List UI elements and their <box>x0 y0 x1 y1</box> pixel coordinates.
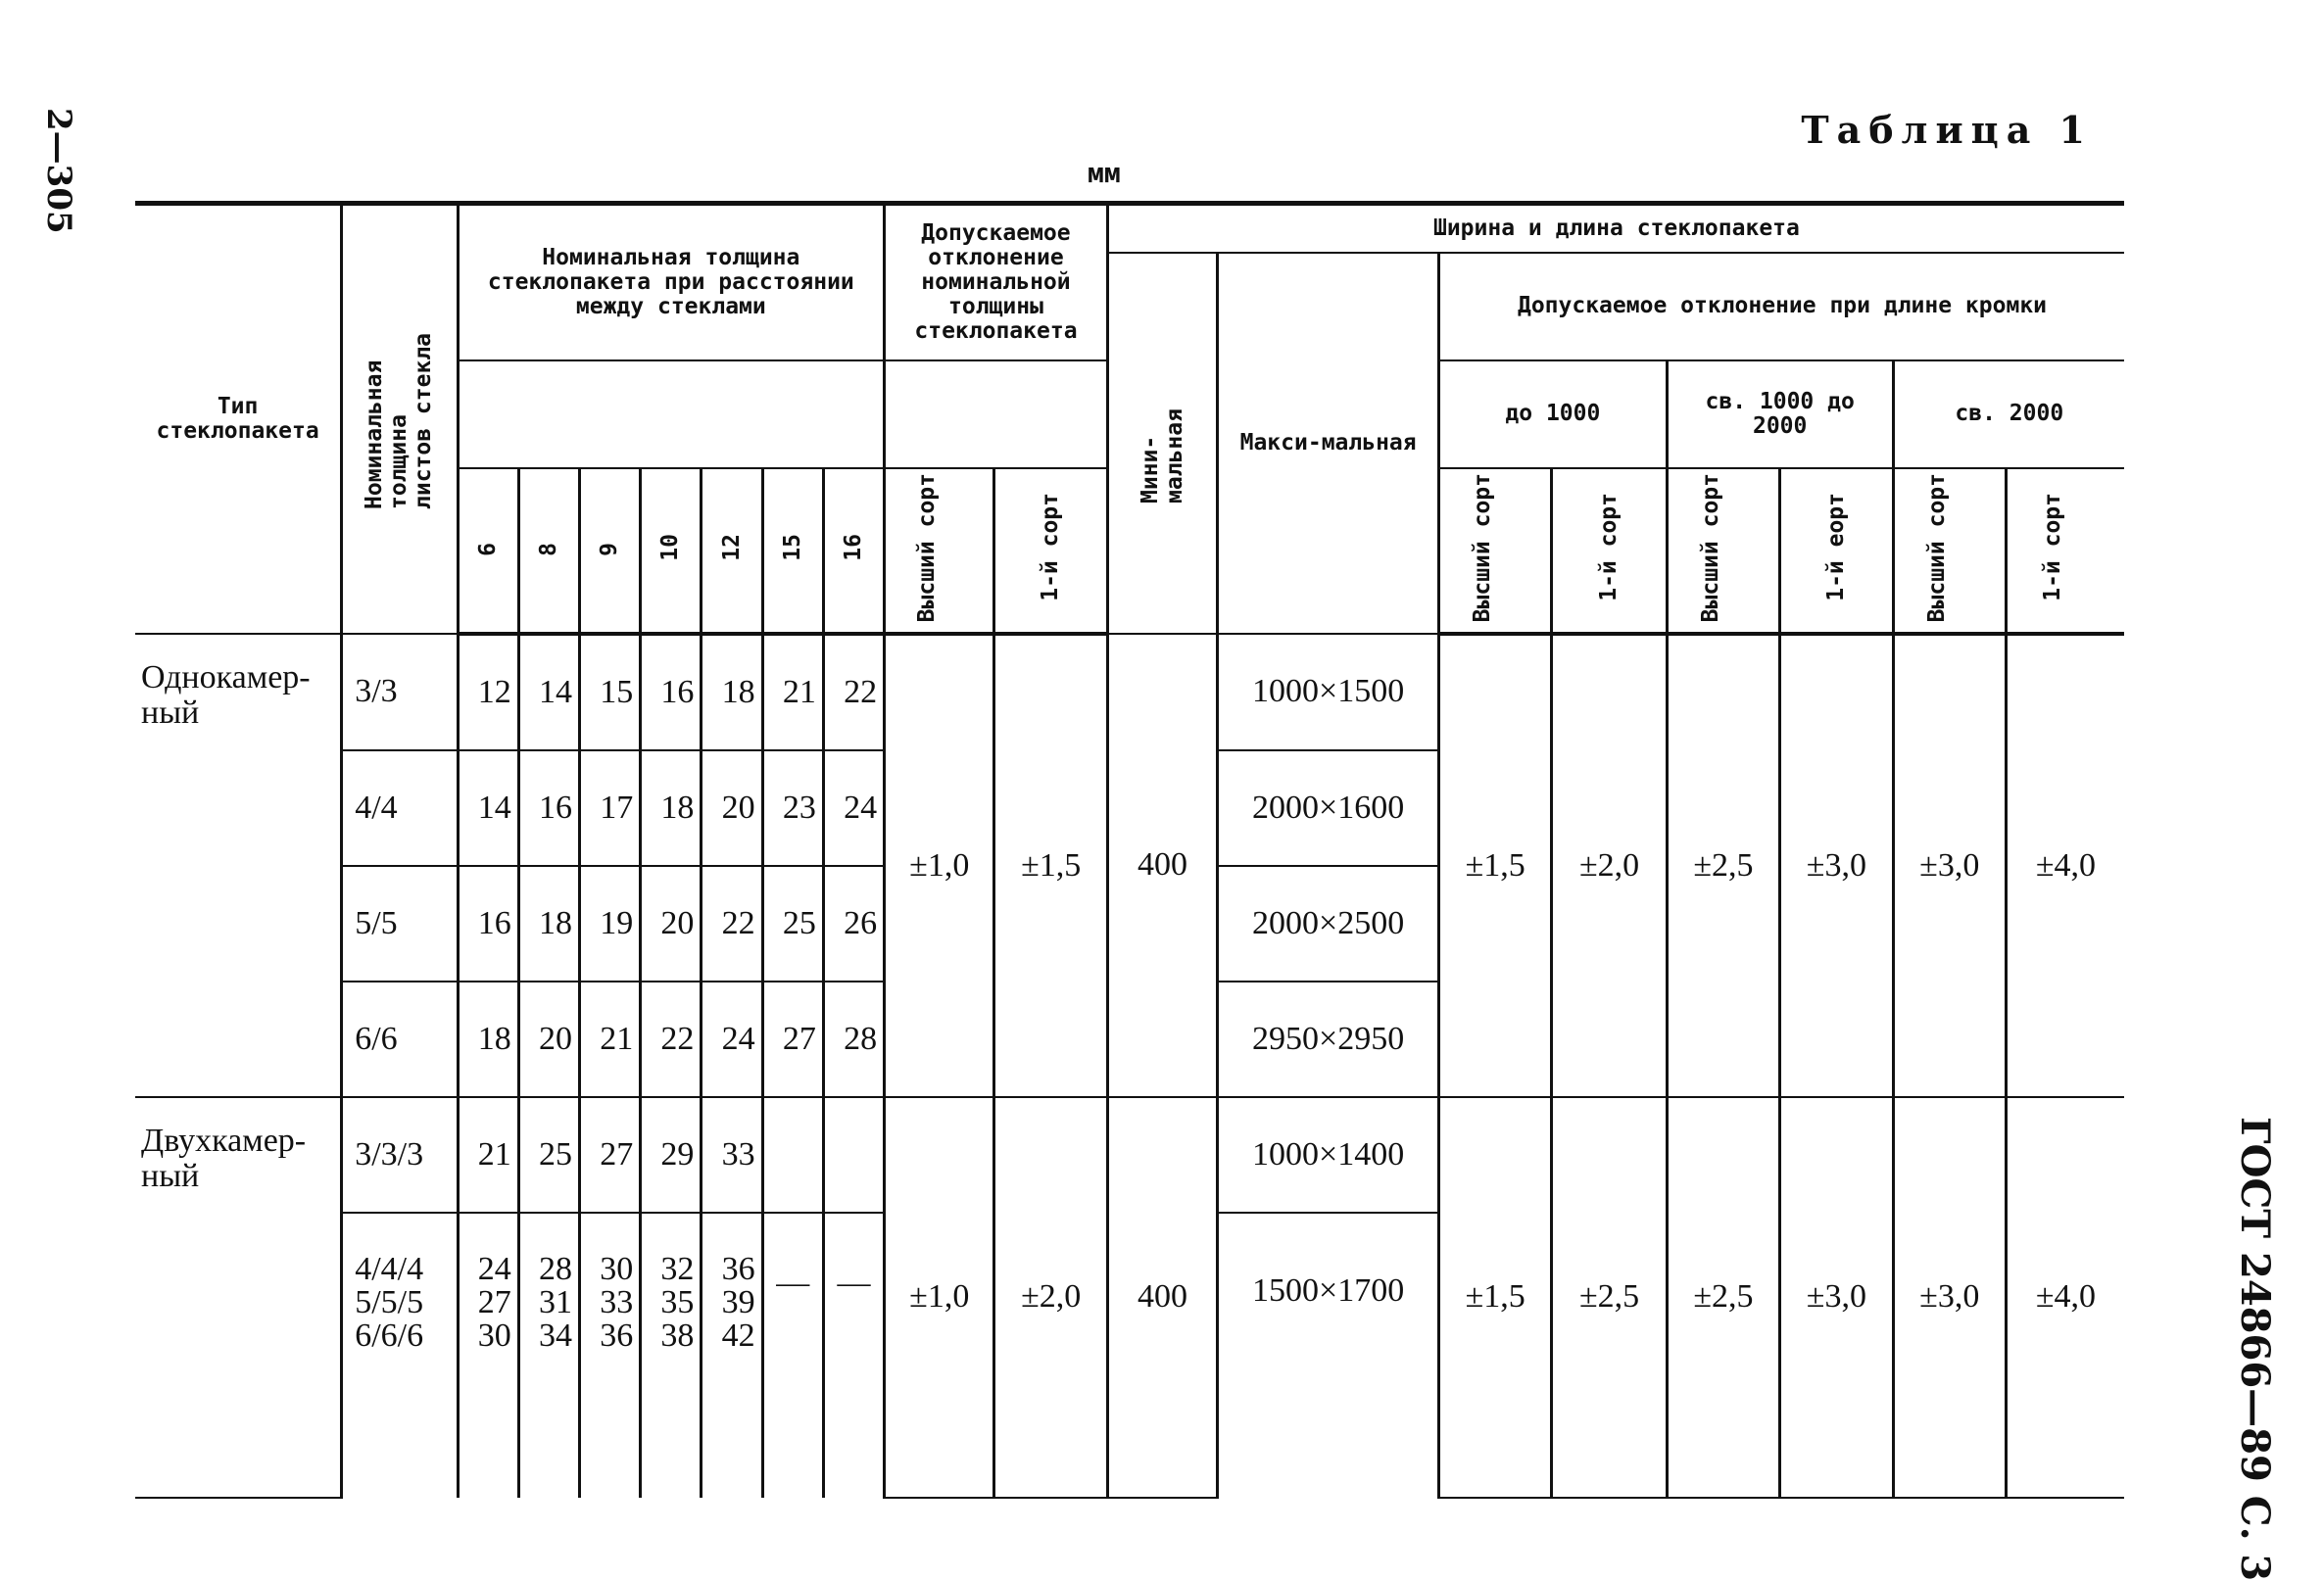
edge-dev-cell: ±3,0 <box>1893 1097 2006 1498</box>
value-cell: 18 <box>458 982 518 1097</box>
standard-reference: ГОСТ 24866—89 С. 3 <box>2232 1117 2278 1581</box>
glass-unit-table <box>135 201 2124 1499</box>
value-cell: 22 <box>702 866 762 982</box>
value-cell: 16 <box>641 634 702 750</box>
header-range-2: св. 1000 до 2000 <box>1667 360 1893 468</box>
header-edge-grade-5: Высший сорт <box>1893 468 2006 634</box>
header-type: Тип стеклопакета <box>135 204 342 634</box>
value-cell: 23 <box>762 750 823 866</box>
edge-dev-cell: ±3,0 <box>1780 1097 1893 1498</box>
max-size-cell: 2000×1600 <box>1218 750 1439 866</box>
value-cell <box>580 1213 641 1498</box>
header-edge-deviation: Допускаемое отклонение при длине кромки <box>1439 253 2125 360</box>
units-label: мм <box>1088 157 1121 189</box>
header-edge-grade-3: Высший сорт <box>1667 468 1779 634</box>
edge-dev-cell: ±1,5 <box>1439 1097 1552 1498</box>
value-cell: 15 <box>580 634 641 750</box>
table-container <box>135 201 2124 1499</box>
value-cell: 19 <box>580 866 641 982</box>
header-width-length: Ширина и длина стеклопакета <box>1107 204 2124 253</box>
header-edge-grade-2: 1-й сорт <box>1552 468 1667 634</box>
header-range-1: до 1000 <box>1439 360 1668 468</box>
max-size-cell: 2950×2950 <box>1218 982 1439 1097</box>
header-maximal: Макси-мальная <box>1218 253 1439 634</box>
edge-dev-cell: ±3,0 <box>1893 634 2006 1097</box>
value-cell: 14 <box>458 750 518 866</box>
value-cell: 16 <box>518 750 579 866</box>
max-size-cell: 1000×1500 <box>1218 634 1439 750</box>
value-cell: 17 <box>580 750 641 866</box>
header-range-3: св. 2000 <box>1893 360 2124 468</box>
value-cell: 29 <box>641 1097 702 1213</box>
value-cell: 21 <box>762 634 823 750</box>
edge-dev-cell: ±4,0 <box>2006 1097 2124 1498</box>
edge-dev-cell: ±1,5 <box>1439 634 1552 1097</box>
value-line: 39 <box>721 1283 755 1320</box>
dash-cell: — <box>823 1213 884 1498</box>
min-size-cell: 400 <box>1107 634 1217 1097</box>
edge-dev-cell: ±2,5 <box>1667 634 1779 1097</box>
header-sheet-thickness: Номинальная толщина листов стекла <box>342 204 458 634</box>
edge-dev-cell: ±3,0 <box>1780 634 1893 1097</box>
header-edge-grade-1: Высший сорт <box>1439 468 1552 634</box>
value-line: 38 <box>660 1317 695 1354</box>
value-cell <box>823 1097 884 1213</box>
header-deviation-thickness: Допускаемое отклонение номинальной толщины стеклопакета <box>885 204 1108 360</box>
value-cell <box>518 1213 579 1498</box>
header-nominal-thickness: Номинальная толщина стеклопакета при расстоянии между стеклами <box>458 204 884 360</box>
value-cell <box>702 1213 762 1498</box>
header-spacing-6: 6 <box>458 468 518 634</box>
value-cell <box>458 1213 518 1498</box>
type-double-chamber: Двухкамер-ный <box>135 1097 342 1498</box>
value-cell: 22 <box>641 982 702 1097</box>
max-size-cell: 1000×1400 <box>1218 1097 1439 1213</box>
value-line: 33 <box>600 1283 634 1320</box>
value-cell: 25 <box>762 866 823 982</box>
value-cell: 20 <box>518 982 579 1097</box>
header-spacing-16: 16 <box>823 468 884 634</box>
value-line: 35 <box>660 1283 695 1320</box>
edge-dev-cell: ±2,5 <box>1552 1097 1667 1498</box>
value-cell: 24 <box>823 750 884 866</box>
header-edge-grade-6: 1-й сорт <box>2006 468 2124 634</box>
value-cell: 24 <box>702 982 762 1097</box>
edge-dev-cell: ±2,0 <box>1552 634 1667 1097</box>
sheet-line: 6/6/6 <box>355 1317 424 1354</box>
type-single-chamber: Однокамер-ный <box>135 634 342 1097</box>
value-cell: 14 <box>518 634 579 750</box>
value-cell: 22 <box>823 634 884 750</box>
table-row <box>135 634 2124 750</box>
value-line: 42 <box>721 1317 755 1354</box>
deviation-first-cell: ±2,0 <box>994 1097 1107 1498</box>
max-size-cell: 2000×2500 <box>1218 866 1439 982</box>
value-cell: 16 <box>458 866 518 982</box>
value-line: 30 <box>477 1317 511 1354</box>
value-cell: 20 <box>641 866 702 982</box>
edge-dev-cell: ±4,0 <box>2006 634 2124 1097</box>
value-cell: 26 <box>823 866 884 982</box>
sheet-thickness-cell: 3/3/3 <box>342 1097 458 1213</box>
sheet-line: 5/5/5 <box>355 1283 424 1320</box>
value-cell: 18 <box>702 634 762 750</box>
header-edge-grade-4: 1-й eорт <box>1780 468 1893 634</box>
value-cell: 18 <box>641 750 702 866</box>
header-grade-gap <box>885 360 1108 468</box>
min-size-cell: 400 <box>1107 1097 1217 1498</box>
header-grade-high: Высший сорт <box>885 468 994 634</box>
value-cell: 20 <box>702 750 762 866</box>
header-spacing-15: 15 <box>762 468 823 634</box>
max-size-cell: 1500×1700 <box>1218 1213 1439 1498</box>
value-line: 34 <box>539 1317 572 1354</box>
value-cell: 12 <box>458 634 518 750</box>
header-minimal: Мини-мальная <box>1107 253 1217 634</box>
table-title: Таблица 1 <box>1801 108 2093 152</box>
value-cell: 33 <box>702 1097 762 1213</box>
value-cell <box>762 1097 823 1213</box>
header-spacing-12: 12 <box>702 468 762 634</box>
sheet-line: 4/4/4 <box>355 1250 424 1287</box>
header-spacing-10: 10 <box>641 468 702 634</box>
sheet-thickness-cell: 3/3 <box>342 634 458 750</box>
header-spacing-8: 8 <box>518 468 579 634</box>
value-line: 32 <box>660 1250 695 1287</box>
edge-dev-cell: ±2,5 <box>1667 1097 1779 1498</box>
deviation-first-cell: ±1,5 <box>994 634 1107 1097</box>
value-cell: 21 <box>580 982 641 1097</box>
value-cell: 28 <box>823 982 884 1097</box>
sheet-thickness-cell: 6/6 <box>342 982 458 1097</box>
page-number: 2—305 <box>39 108 78 234</box>
value-line: 36 <box>721 1250 755 1287</box>
value-line: 27 <box>477 1283 511 1320</box>
sheet-thickness-cell <box>342 1213 458 1498</box>
sheet-thickness-cell: 4/4 <box>342 750 458 866</box>
value-line: 30 <box>600 1250 634 1287</box>
value-cell <box>641 1213 702 1498</box>
value-line: 31 <box>539 1283 572 1320</box>
value-cell: 27 <box>580 1097 641 1213</box>
value-line: 36 <box>600 1317 634 1354</box>
deviation-high-cell: ±1,0 <box>885 634 994 1097</box>
dash-cell: — <box>762 1213 823 1498</box>
header-grade-first: 1-й сорт <box>994 468 1107 634</box>
table-row <box>135 1097 2124 1213</box>
value-cell: 25 <box>518 1097 579 1213</box>
value-cell: 21 <box>458 1097 518 1213</box>
value-line: 28 <box>539 1250 572 1287</box>
value-line: 24 <box>477 1250 511 1287</box>
sheet-thickness-cell: 5/5 <box>342 866 458 982</box>
header-spacing-gap <box>458 360 884 468</box>
deviation-high-cell: ±1,0 <box>885 1097 994 1498</box>
header-spacing-9: 9 <box>580 468 641 634</box>
value-cell: 27 <box>762 982 823 1097</box>
value-cell: 18 <box>518 866 579 982</box>
